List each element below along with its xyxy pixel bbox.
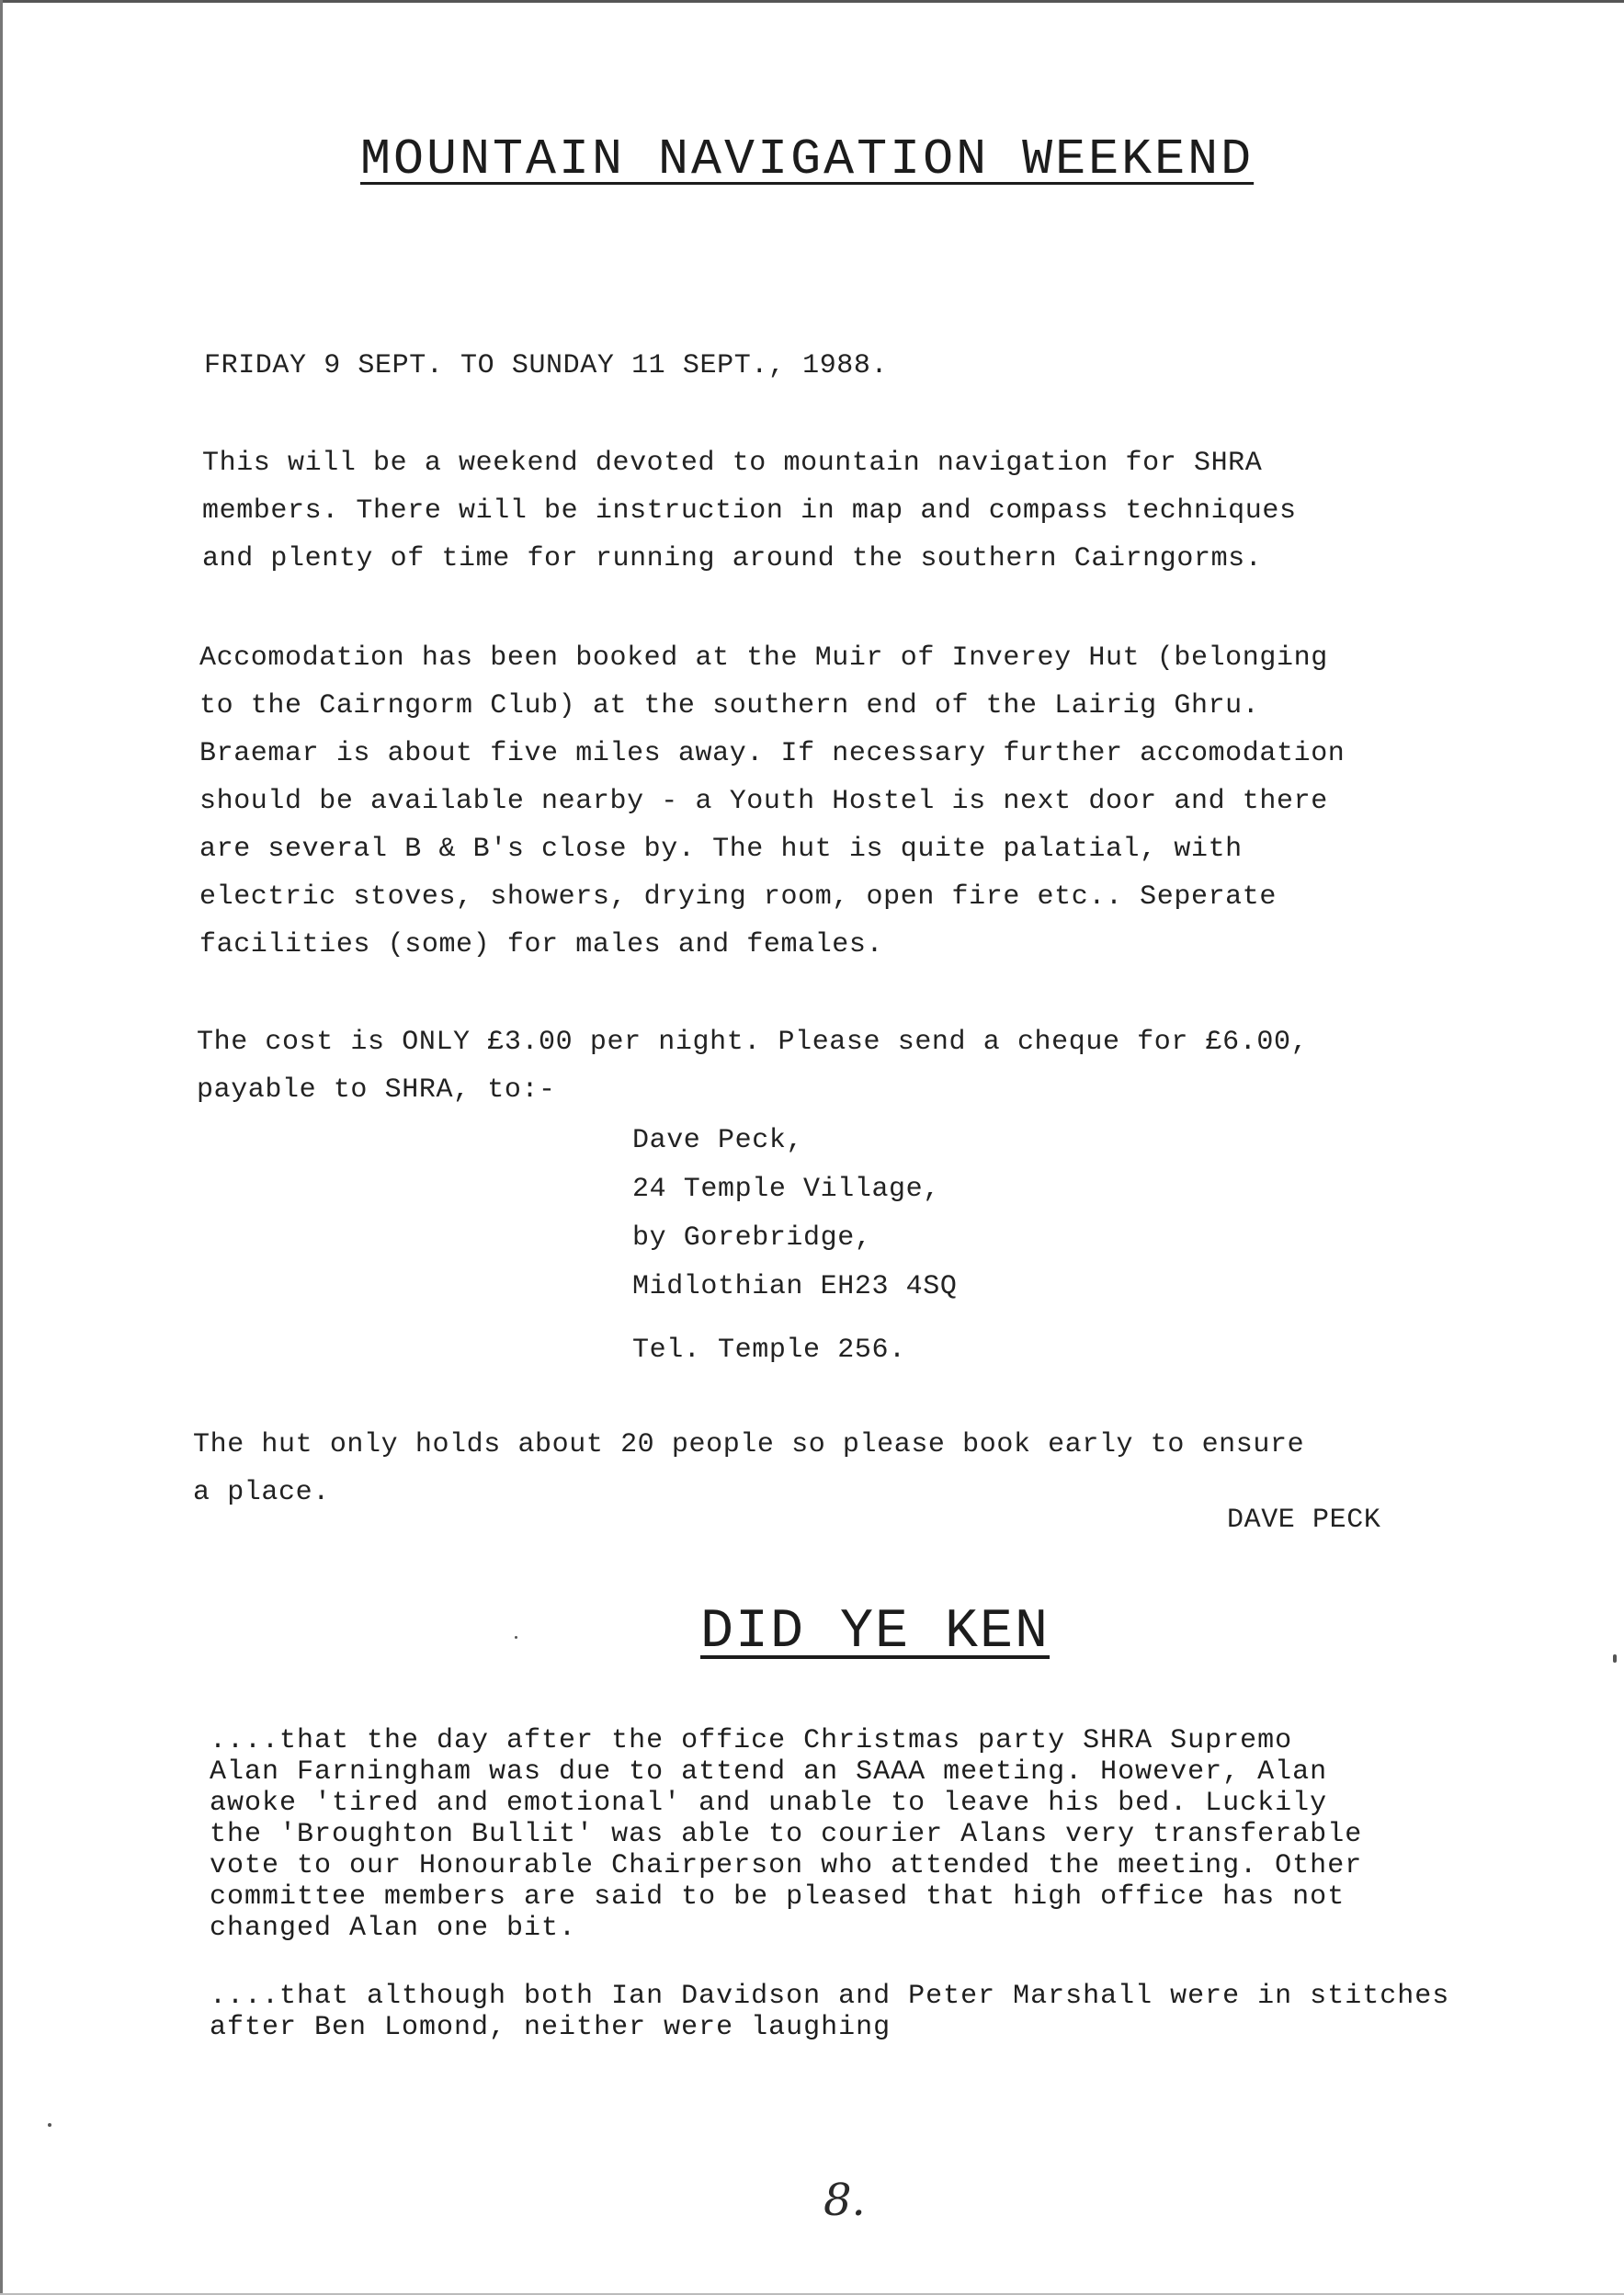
did-ye-ken-heading: DID YE KEN <box>700 1601 1050 1664</box>
text-line: to the Cairngorm Club) at the southern end of the Lairig Ghru. <box>199 690 1260 721</box>
page-number: 8. <box>823 2175 866 2226</box>
text-line: Accomodation has been booked at the Muir of Inverey Hut (belonging <box>199 642 1328 674</box>
text-line: ....that although both Ian Davidson and Peter Marshall were in stitches <box>210 1981 1450 2012</box>
text-line: and plenty of time for running around the southern Cairngorms. <box>202 543 1263 574</box>
did-ye-ken-item <box>210 1725 1362 1944</box>
cost-paragraph <box>197 1018 1308 1114</box>
text-line: The cost is ONLY £3.00 per night. Please send a cheque for £6.00, <box>197 1027 1309 1058</box>
scan-speck <box>48 2123 51 2127</box>
address-line: by Gorebridge, <box>632 1222 872 1254</box>
page-edge-top <box>0 0 1624 3</box>
scan-speck <box>515 1636 517 1639</box>
text-line: facilities (some) for males and females. <box>199 929 884 960</box>
text-line: members. There will be instruction in map and compass techniques <box>202 495 1297 527</box>
closing-paragraph <box>193 1421 1304 1517</box>
text-line: This will be a weekend devoted to mountain navigation for SHRA <box>202 448 1263 479</box>
text-line: The hut only holds about 20 people so please book early to ensure <box>193 1429 1305 1460</box>
accommodation-paragraph <box>199 634 1345 969</box>
scan-speck <box>1613 1654 1617 1663</box>
address-line: 24 Temple Village, <box>632 1174 940 1205</box>
text-line: ....that the day after the office Christmas party SHRA Supremo <box>210 1725 1293 1756</box>
text-line: vote to our Honourable Chairperson who attended the meeting. Other <box>210 1850 1363 1881</box>
event-date-line: FRIDAY 9 SEPT. TO SUNDAY 11 SEPT., 1988. <box>204 350 889 381</box>
text-line: Braemar is about five miles away. If necessary further accomodation <box>199 738 1346 769</box>
did-ye-ken-item <box>210 1981 1449 2043</box>
text-line: committee members are said to be pleased that high office has not <box>210 1881 1346 1913</box>
mountain-navigation-heading: MOUNTAIN NAVIGATION WEEKEND <box>360 131 1255 188</box>
text-line: after Ben Lomond, neither were laughing <box>210 2012 891 2043</box>
text-line: electric stoves, showers, drying room, open fire etc.. Seperate <box>199 881 1277 913</box>
postal-address <box>632 1117 957 1312</box>
text-line: payable to SHRA, to:- <box>197 1074 556 1106</box>
text-line: Alan Farningham was due to attend an SAAA meeting. However, Alan <box>210 1756 1328 1788</box>
address-line: Dave Peck, <box>632 1125 804 1156</box>
intro-paragraph <box>202 439 1297 583</box>
telephone-line: Tel. Temple 256. <box>632 1335 906 1366</box>
text-line: a place. <box>193 1477 330 1508</box>
page-edge-left <box>0 0 3 2295</box>
text-line: the 'Broughton Bullit' was able to courier Alans very transferable <box>210 1819 1363 1850</box>
text-line: should be available nearby - a Youth Hostel is next door and there <box>199 786 1328 817</box>
text-line: are several B & B's close by. The hut is quite palatial, with <box>199 834 1243 865</box>
address-line: Midlothian EH23 4SQ <box>632 1271 958 1302</box>
author-signature: DAVE PECK <box>1227 1505 1381 1536</box>
text-line: changed Alan one bit. <box>210 1913 577 1944</box>
text-line: awoke 'tired and emotional' and unable to leave his bed. Luckily <box>210 1788 1328 1819</box>
